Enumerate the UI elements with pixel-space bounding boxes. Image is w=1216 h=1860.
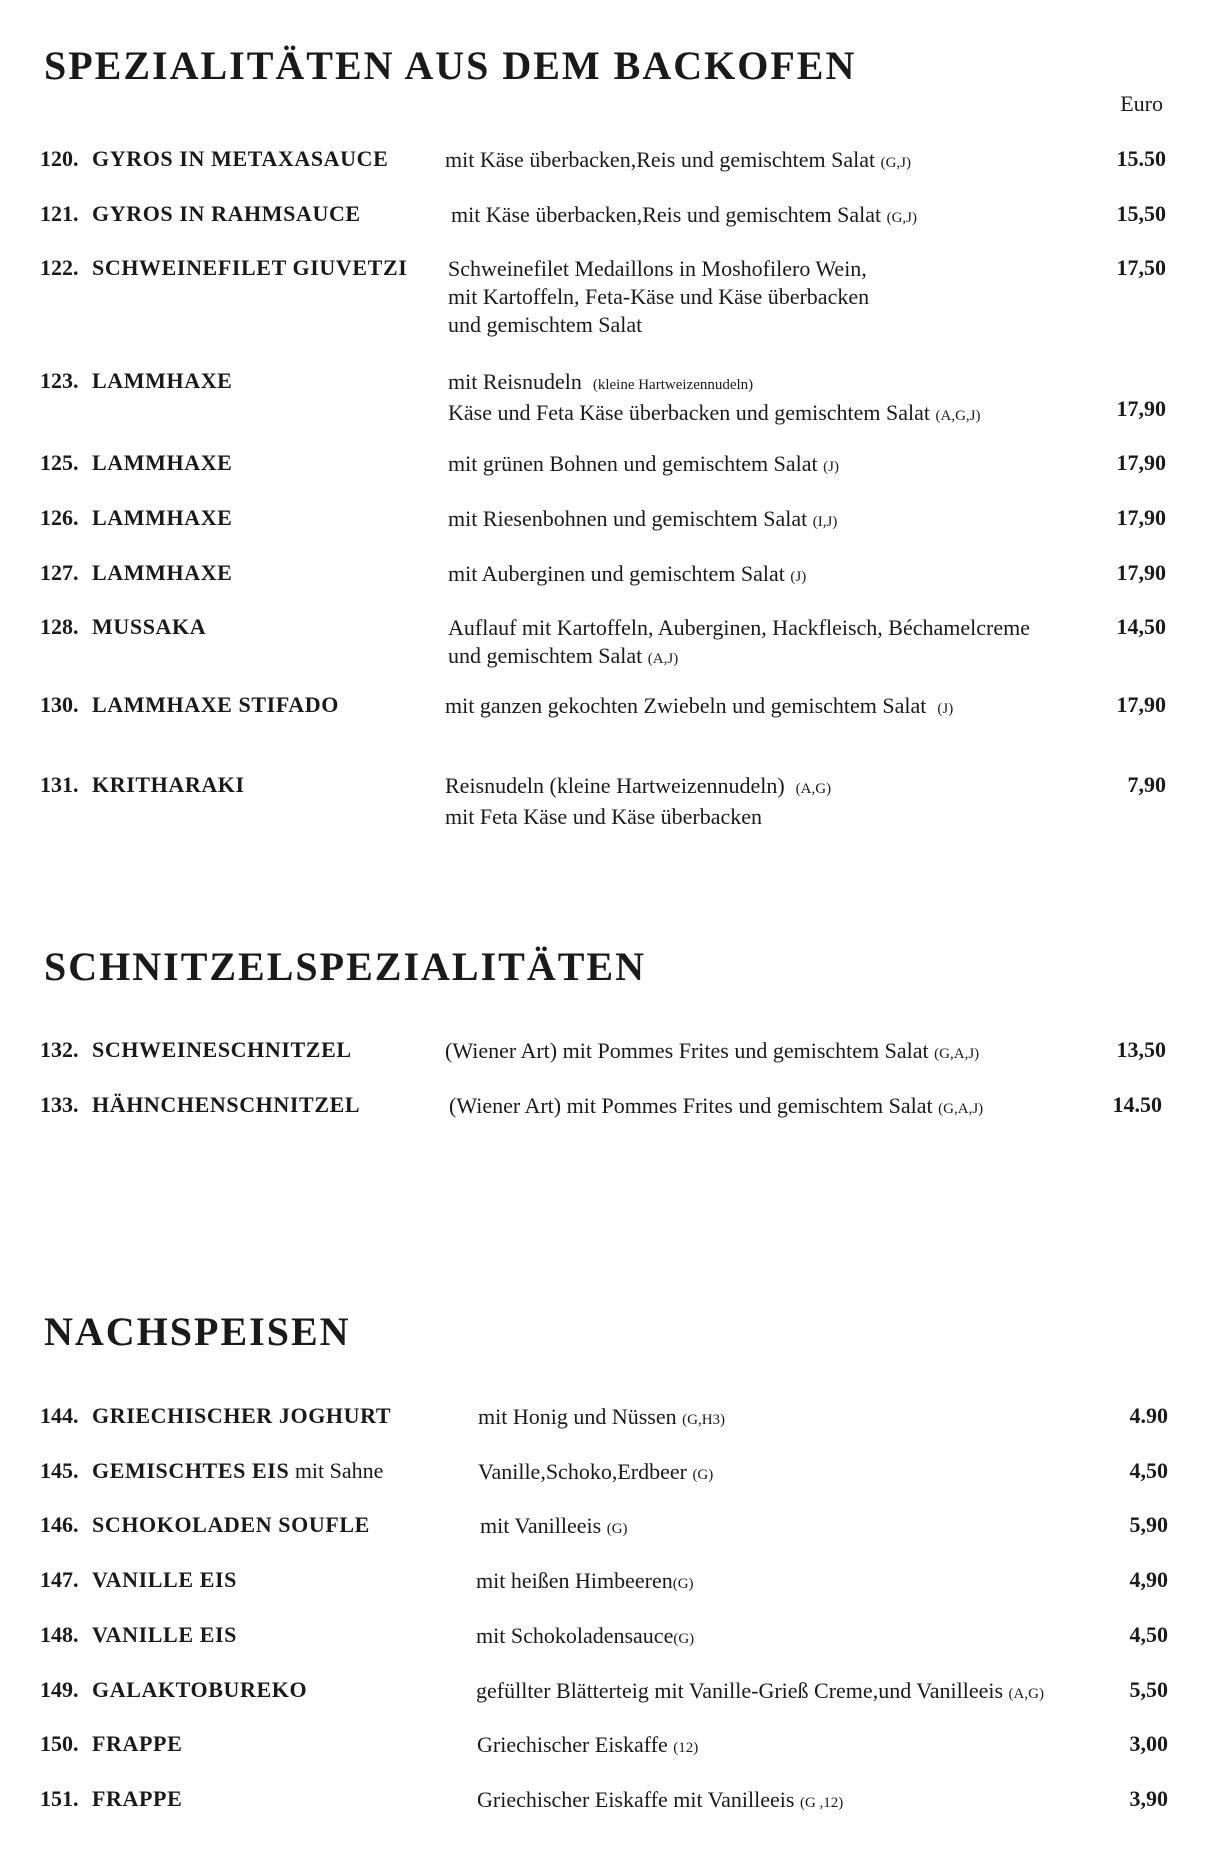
item-number: 145.	[40, 1458, 79, 1483]
description-text: gefüllter Blätterteig mit Vanille-Grieß Creme,und Vanilleeis	[476, 1678, 1004, 1703]
item-description	[476, 1622, 694, 1653]
item-number: 120.	[40, 146, 79, 171]
description-line: mit Kartoffeln, Feta-Käse und Käse überbacken	[448, 284, 870, 309]
description-text: mit Käse überbacken,Reis und gemischtem Salat	[445, 147, 876, 172]
item-name: GYROS IN METAXASAUCE	[92, 146, 389, 171]
allergens: (J)	[790, 569, 807, 585]
description-line: Schweinefilet Medaillons in Moshofilero Wein,	[448, 256, 867, 281]
item-price: 7,90	[1127, 772, 1166, 797]
description-text: mit grünen Bohnen und gemischtem Salat	[448, 451, 818, 476]
item-name-text: GEMISCHTES EIS	[92, 1458, 290, 1483]
allergens: (G ,12)	[799, 1795, 844, 1811]
item-name: LAMMHAXE STIFADO	[92, 692, 339, 717]
item-name: HÄHNCHENSCHNITZEL	[92, 1092, 361, 1117]
item-description	[449, 1092, 983, 1123]
description-line: mit Feta Käse und Käse überbacken	[445, 804, 763, 829]
item-name-extension: mit Sahne	[289, 1458, 384, 1483]
description-text: Griechischer Eiskaffe	[477, 1732, 668, 1757]
item-price: 4,50	[1129, 1458, 1168, 1483]
item-number: 121.	[40, 201, 79, 226]
item-price: 17,90	[1116, 560, 1166, 585]
allergens: (G)	[692, 1467, 714, 1483]
item-price: 3,00	[1129, 1731, 1168, 1756]
item-number: 122.	[40, 255, 79, 280]
description-text: mit Käse überbacken,Reis und gemischtem Salat	[451, 202, 882, 227]
item-description	[448, 368, 981, 430]
item-description	[448, 505, 837, 536]
description-line	[448, 368, 981, 399]
description-text: (Wiener Art) mit Pommes Frites und gemischtem Salat	[449, 1093, 933, 1118]
item-number: 127.	[40, 560, 79, 585]
item-number: 148.	[40, 1622, 79, 1647]
description-line: und gemischtem Salat	[448, 312, 643, 337]
item-description	[477, 1786, 843, 1817]
section-title-schnitzel: SCHNITZELSPEZIALITÄTEN	[44, 944, 646, 989]
item-name: SCHWEINEFILET GIUVETZI	[92, 255, 408, 280]
item-number: 147.	[40, 1567, 79, 1592]
item-description	[476, 1567, 694, 1598]
description-text: Käse und Feta Käse überbacken und gemischtem Salat	[448, 400, 931, 425]
item-name: LAMMHAXE	[92, 450, 233, 475]
item-number: 144.	[40, 1403, 79, 1428]
allergens: (G)	[673, 1631, 695, 1647]
description-text: Reisnudeln (kleine Hartweizennudeln)	[445, 773, 785, 798]
item-name: SCHOKOLADEN SOUFLE	[92, 1512, 370, 1537]
description-line	[448, 399, 981, 430]
description-text: Vanille,Schoko,Erdbeer	[478, 1459, 687, 1484]
item-name: VANILLE EIS	[92, 1622, 237, 1647]
item-name: VANILLE EIS	[92, 1567, 237, 1592]
item-price: 4.90	[1129, 1403, 1168, 1428]
item-description	[445, 1037, 979, 1068]
allergens: (J)	[937, 701, 954, 717]
currency-label: Euro	[1120, 91, 1163, 116]
item-number: 128.	[40, 614, 79, 639]
allergens: (G,J)	[886, 210, 918, 226]
allergens: (A,G)	[795, 781, 832, 797]
description-line	[448, 642, 1030, 673]
allergens: (G,A,J)	[934, 1046, 980, 1062]
item-price: 4,50	[1129, 1622, 1168, 1647]
item-description	[448, 450, 839, 481]
item-number: 149.	[40, 1677, 79, 1702]
section-title-backofen: SPEZIALITÄTEN AUS DEM BACKOFEN	[44, 43, 857, 88]
allergens: (I,J)	[812, 514, 838, 530]
item-price: 3,90	[1129, 1786, 1168, 1811]
item-name: MUSSAKA	[92, 614, 207, 639]
item-description	[448, 560, 806, 591]
item-price: 17,90	[1116, 505, 1166, 530]
description-text: Griechischer Eiskaffe mit Vanilleeis	[477, 1787, 795, 1812]
item-name: SCHWEINESCHNITZEL	[92, 1037, 352, 1062]
description-text: mit ganzen gekochten Zwiebeln und gemischtem Salat	[445, 693, 927, 718]
item-price: 5,50	[1129, 1677, 1168, 1702]
item-number: 125.	[40, 450, 79, 475]
allergens: (12)	[673, 1740, 699, 1756]
item-description	[445, 772, 831, 831]
section-title-nachspeisen: NACHSPEISEN	[44, 1309, 351, 1354]
description-note: (kleine Hartweizennudeln)	[592, 377, 754, 393]
item-description	[478, 1403, 725, 1434]
item-description	[451, 201, 917, 232]
description-text: mit Honig und Nüssen	[478, 1404, 677, 1429]
item-price: 4,90	[1129, 1567, 1168, 1592]
item-number: 123.	[40, 368, 79, 393]
allergens: (G,H3)	[682, 1412, 726, 1428]
allergens: (A,G)	[1008, 1686, 1044, 1702]
item-name	[92, 1458, 383, 1484]
description-line	[445, 772, 831, 803]
description-text: und gemischtem Salat	[448, 643, 643, 668]
item-number: 133.	[40, 1092, 79, 1117]
item-number: 146.	[40, 1512, 79, 1537]
item-name: KRITHARAKI	[92, 772, 245, 797]
item-price: 17,90	[1116, 450, 1166, 475]
item-price: 5,90	[1129, 1512, 1168, 1537]
allergens: (A,J)	[647, 651, 679, 667]
description-text: mit Schokoladensauce	[476, 1623, 674, 1648]
item-description	[476, 1677, 1044, 1708]
item-description	[478, 1458, 713, 1489]
item-number: 132.	[40, 1037, 79, 1062]
item-price: 14.50	[1112, 1092, 1162, 1117]
description-line: Auflauf mit Kartoffeln, Auberginen, Hackfleisch, Béchamelcreme	[448, 615, 1030, 640]
description-text: mit Reisnudeln	[448, 369, 582, 394]
item-number: 131.	[40, 772, 79, 797]
item-number: 151.	[40, 1786, 79, 1811]
item-description	[445, 146, 911, 177]
item-price: 15,50	[1116, 201, 1166, 226]
description-text: mit heißen Himbeeren	[476, 1568, 673, 1593]
item-name: GYROS IN RAHMSAUCE	[92, 201, 361, 226]
item-number: 150.	[40, 1731, 79, 1756]
item-name: LAMMHAXE	[92, 560, 233, 585]
allergens: (G)	[672, 1576, 694, 1592]
item-name: FRAPPE	[92, 1731, 183, 1756]
item-number: 130.	[40, 692, 79, 717]
item-name: GALAKTOBUREKO	[92, 1677, 308, 1702]
item-price: 14,50	[1116, 614, 1166, 639]
allergens: (G,J)	[880, 155, 912, 171]
description-text: (Wiener Art) mit Pommes Frites und gemischtem Salat	[445, 1038, 929, 1063]
item-name: GRIECHISCHER JOGHURT	[92, 1403, 392, 1428]
allergens: (J)	[823, 459, 839, 475]
item-description	[448, 614, 1030, 673]
item-price: 13,50	[1116, 1037, 1166, 1062]
item-price: 17,90	[1116, 692, 1166, 717]
item-price: 15.50	[1116, 146, 1166, 171]
item-description	[448, 255, 869, 339]
item-price: 17,90	[1116, 396, 1166, 421]
item-description	[480, 1512, 628, 1543]
description-text: mit Riesenbohnen und gemischtem Salat	[448, 506, 808, 531]
item-description	[445, 692, 953, 723]
description-text: mit Vanilleeis	[480, 1513, 602, 1538]
item-description	[477, 1731, 698, 1762]
description-text: mit Auberginen und gemischtem Salat	[448, 561, 785, 586]
item-name: LAMMHAXE	[92, 368, 233, 393]
item-name: FRAPPE	[92, 1786, 183, 1811]
allergens: (A,G,J)	[935, 408, 981, 424]
item-name: LAMMHAXE	[92, 505, 233, 530]
allergens: (G)	[606, 1521, 628, 1537]
allergens: (G,A,J)	[938, 1101, 984, 1117]
item-price: 17,50	[1116, 255, 1166, 280]
item-number: 126.	[40, 505, 79, 530]
